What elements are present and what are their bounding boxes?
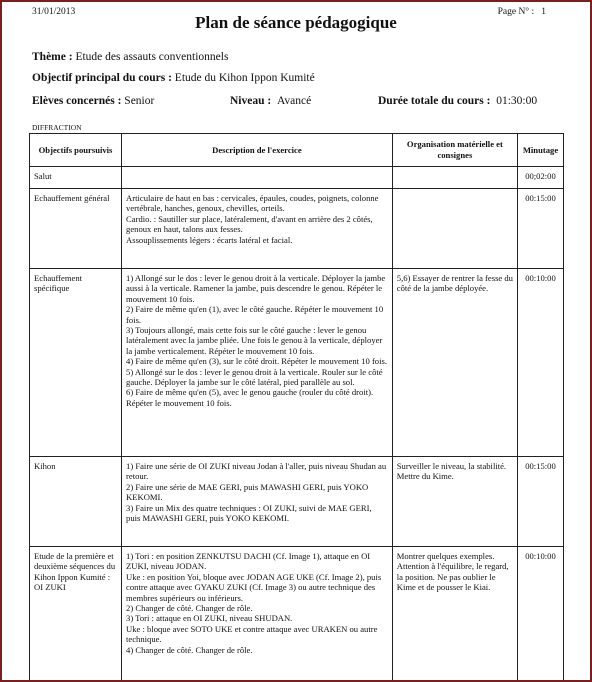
table-row [30, 547, 564, 682]
row-time: 00;02:00 [517, 167, 563, 189]
theme-value: Etude des assauts conventionnels [75, 51, 229, 63]
row-time: 00:15:00 [517, 457, 563, 547]
level-label: Niveau : [230, 95, 272, 107]
duration-value: 01:30:00 [496, 95, 538, 107]
description-line: 1) Faire une série de OI ZUKI niveau Jodan à l'aller, puis niveau Shudan au retour. [126, 461, 387, 482]
students-label: Elèves concernés : [32, 95, 122, 107]
description-line: 4) Faire de même qu'en (3), sur le côté droit. Répéter le mouvement 10 fois. [126, 356, 387, 367]
document-date: 31/01/2013 [32, 7, 76, 17]
students-value: Senior [124, 95, 155, 107]
level-value: Avancé [276, 95, 312, 107]
row-description [122, 547, 393, 682]
page-number-value: 1 [541, 7, 546, 17]
description-line: 3) Toujours allongé, mais cette fois sur le côté gauche : lever le genou latéralement avec la jambe pliée. Une fois le genou à la verticale, déployer la jambe verticalement. Répéter le mouvement 10 fois. [126, 325, 383, 356]
row-time: 00:15:00 [517, 189, 563, 269]
header-description: Description de l'exercice [122, 134, 393, 167]
row-description [122, 269, 393, 457]
row-organisation: Surveiller le niveau, la stabilité. Mettre du Kime. [392, 457, 517, 547]
row-objective: Kihon [30, 457, 122, 547]
description-line: 1) Tori : en position ZENKUTSU DACHI (Cf. Image 1), attaque en OI ZUKI, niveau JODAN. [126, 551, 371, 572]
row-organisation: 5,6) Essayer de rentrer la fesse du côté de la jambe déployée. [392, 269, 517, 457]
description-line: 1) Allongé sur le dos : lever le genou droit à la verticale. Déployer la jambe aussi à la verticale. Ramener la jambe, puis descendre le genou. Répéter le mouvement 10 fois. [126, 273, 386, 304]
duration-line [378, 95, 537, 107]
objective-line [32, 72, 315, 84]
description-line: 5) Allongé sur le dos : lever le genou droit à la verticale. Rouler sur le côté gauche. Déployer la jambe sur le côté latéral, pied parallèle au sol. [126, 366, 383, 388]
diffraction-label: DIFFRACTION [32, 123, 82, 132]
description-line: 2) Faire de même qu'en (1), avec le côté gauche. Répéter le mouvement 10 fois. [126, 304, 384, 325]
theme-line [32, 51, 228, 63]
row-objective: Salut [30, 167, 122, 189]
theme-label: Thème : [32, 51, 73, 63]
level-line [230, 95, 311, 107]
row-time: 00:10:00 [517, 547, 563, 682]
description-line: Uke : bloque avec SOTO UKE et contre attaque avec URAKEN ou autre technique. [126, 623, 378, 645]
table-row [30, 269, 564, 457]
page-number-label: Page N° : [497, 7, 535, 17]
description-line: 2) Faire une série de MAE GERI, puis MAWASHI GERI, puis YOKO KEKOMI. [126, 481, 369, 503]
description-line: Uke : en position Yoi, bloque avec JODAN AGE UKE (Cf. Image 2), puis contre attaque avec GYAKU ZUKI (Cf. Image 3) ou autre technique des membres supérieurs ou inférieurs. [126, 571, 382, 603]
row-objective: Etude de la première et deuxième séquences du Kihon Ippon Kumité : OI ZUKI [30, 547, 122, 682]
header-organisation: Organisation matérielle et consignes [392, 134, 517, 167]
row-organisation [392, 167, 517, 189]
page-title: Plan de séance pédagogique [195, 13, 397, 32]
description-line: 4) Changer de côté. Changer de rôle. [126, 644, 253, 655]
table-row [30, 167, 564, 189]
header-timing: Minutage [517, 134, 563, 167]
row-organisation [392, 189, 517, 269]
description-line: Assouplissements légers : écarts latéral et facial. [126, 234, 293, 245]
description-line: Cardio. : Sautiller sur place, latéralement, d'avant en arrière des 2 côtés, genoux en haut, talons aux fesses. [126, 213, 373, 235]
description-line: 6) Faire de même qu'en (5), avec le genou gauche (rouler du côté droit). Répéter le mouvement 10 fois. [126, 387, 374, 408]
description-line: Articulaire de haut en bas : cervicales, épaules, coudes, poignets, colonne vertébrale, hanches, genoux, chevilles, orteils. [126, 193, 379, 214]
description-line: 3) Faire un Mix des quatre techniques : OI ZUKI, suivi de MAE GERI, puis MAWASHI GERI, puis YOKO KEKOMI. [126, 502, 372, 524]
objective-label: Objectif principal du cours : [32, 72, 172, 84]
row-objective: Echauffement général [30, 189, 122, 269]
row-description [122, 167, 393, 189]
duration-label: Durée totale du cours : [378, 95, 491, 107]
description-line: 2) Changer de côté. Changer de rôle. [126, 603, 253, 614]
description-line: 3) Tori : attaque en OI ZUKI, niveau SHUDAN. [126, 613, 293, 624]
row-description [122, 457, 393, 547]
header-objectives: Objectifs poursuivis [30, 134, 122, 167]
table-row [30, 189, 564, 269]
row-objective: Echauffement spécifique [30, 269, 122, 457]
row-organisation: Montrer quelques exemples. Attention à l'équilibre, le regard, la position. Ne pas oublier le Kime et de pousser le Kiai. [392, 547, 517, 682]
row-time: 00:10:00 [517, 269, 563, 457]
table-header-row [30, 134, 564, 167]
row-description [122, 189, 393, 269]
lesson-plan-table [29, 133, 564, 682]
table-row [30, 457, 564, 547]
objective-value: Etude du Kihon Ippon Kumité [174, 72, 315, 84]
students-line [32, 95, 154, 107]
